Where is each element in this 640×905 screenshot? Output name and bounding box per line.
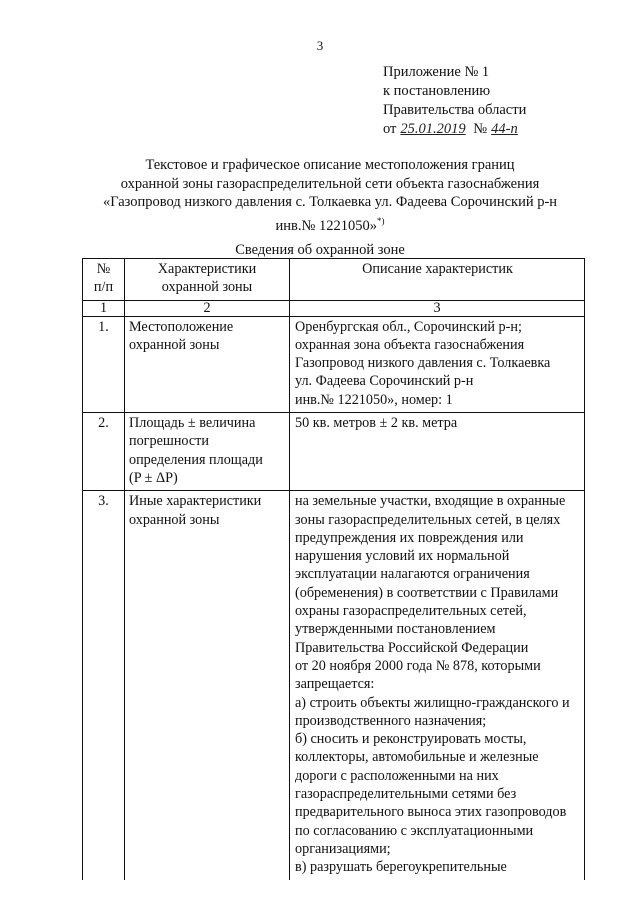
- row-description: [290, 491, 585, 880]
- title-line-4: [60, 212, 600, 235]
- characteristic-line: (P ± ΔP): [129, 469, 178, 486]
- description-line: б) сносить и реконструировать мосты,: [295, 731, 527, 748]
- column-number-3: 3: [290, 300, 585, 316]
- title-line-3: «Газопровод низкого давления с. Толкаевка ул. Фадеева Сорочинский р-н: [102, 194, 558, 210]
- appendix-line-2: к постановлению: [383, 83, 491, 99]
- description-line: предупреждения их повреждения или: [295, 529, 524, 546]
- row-description: [290, 316, 585, 412]
- row-number: 2.: [83, 413, 125, 491]
- table-row: [83, 413, 585, 491]
- date-prefix: от: [383, 121, 397, 137]
- row-description: [290, 413, 585, 491]
- page-number: 3: [316, 38, 324, 53]
- appendix-line-1: Приложение № 1: [383, 64, 490, 80]
- description-line: охранная зона объекта газоснабжения: [295, 336, 525, 353]
- description-line: на земельные участки, входящие в охранные: [295, 493, 566, 510]
- appendix-date-line: [383, 120, 526, 139]
- header-col-number: [83, 259, 125, 301]
- header-number-line-2: п/п: [93, 279, 114, 296]
- table-caption: Сведения об охранной зоне: [235, 242, 405, 258]
- header-characteristic-line-1: Характеристики: [157, 261, 257, 277]
- document-title: [60, 156, 600, 235]
- table-header-row: [83, 259, 585, 301]
- characteristic-line: Иные характеристики: [129, 493, 262, 510]
- description-line: (обременения) в соответствии с Правилами: [295, 584, 559, 601]
- table-row: [83, 491, 585, 880]
- header-number-line-1: №: [96, 261, 111, 277]
- description-line: по согласованию с эксплуатационными: [295, 822, 534, 839]
- handwritten-number: 44-п: [491, 121, 518, 137]
- characteristic-line: определения площади: [129, 451, 263, 468]
- description-line: коллекторы, автомобильные и железные: [295, 749, 539, 766]
- description-line: эксплуатации налагаются ограничения: [295, 566, 530, 583]
- description-line: Газопровод низкого давления с. Толкаевка: [295, 355, 551, 372]
- description-line: Правительства Российской Федерации: [295, 639, 529, 656]
- row-characteristic: [125, 413, 290, 491]
- footnote-mark: *): [376, 215, 385, 226]
- row-number: 1.: [83, 316, 125, 412]
- characteristic-line: Площадь ± величина: [129, 415, 256, 432]
- description-line: газораспределительными сетями без: [295, 786, 517, 803]
- header-col-characteristic: [125, 259, 290, 301]
- characteristic-line: погрешности: [129, 433, 209, 450]
- description-line: запрещается:: [295, 676, 375, 693]
- characteristic-line: охранной зоны: [129, 511, 220, 528]
- description-line: зоны газораспределительных сетей, в целях: [295, 511, 561, 528]
- appendix-line-3: Правительства области: [383, 102, 527, 118]
- column-number-2: 2: [125, 300, 290, 316]
- description-line: 50 кв. метров ± 2 кв. метра: [295, 415, 458, 432]
- title-line-1: Текстовое и графическое описание местоположения границ: [145, 157, 515, 173]
- description-line: организациями;: [295, 840, 391, 857]
- header-characteristic-line-2: охранной зоны: [161, 279, 253, 296]
- description-line: производственного назначения;: [295, 712, 487, 729]
- description-line: дороги с расположенными на них: [295, 767, 499, 784]
- handwritten-date: 25.01.2019: [400, 121, 466, 137]
- description-line: охраны газораспределительных сетей,: [295, 603, 527, 620]
- row-number: 3.: [83, 491, 125, 880]
- row-characteristic: [125, 316, 290, 412]
- column-number-1: 1: [83, 300, 125, 316]
- description-line: от 20 ноября 2000 года № 878, которыми: [295, 657, 541, 674]
- column-number-row: [83, 300, 585, 316]
- characteristic-line: Местоположение: [129, 318, 234, 335]
- description-line: ул. Фадеева Сорочинский р-н: [295, 373, 474, 390]
- row-characteristic: [125, 491, 290, 880]
- title-line-4-text: инв.№ 1221050»: [275, 217, 377, 234]
- table-row: [83, 316, 585, 412]
- description-line: предварительного выноса этих газопроводов: [295, 804, 567, 821]
- number-prefix: №: [473, 121, 488, 137]
- description-line: Оренбургская обл., Сорочинский р-н;: [295, 318, 522, 335]
- description-line: а) строить объекты жилищно-гражданского и: [295, 694, 570, 711]
- description-line: нарушения условий их нормальной: [295, 548, 510, 565]
- characteristic-line: охранной зоны: [129, 336, 220, 353]
- protection-zone-table: [82, 258, 585, 880]
- appendix-block: [383, 63, 526, 139]
- description-line: инв.№ 1221050», номер: 1: [295, 391, 453, 408]
- header-col-description: Описание характеристик: [290, 259, 585, 301]
- title-line-2: охранной зоны газораспределительной сети объекта газоснабжения: [120, 175, 540, 192]
- description-line: утвержденными постановлением: [295, 621, 496, 638]
- description-line: в) разрушать берегоукрепительные: [295, 859, 507, 876]
